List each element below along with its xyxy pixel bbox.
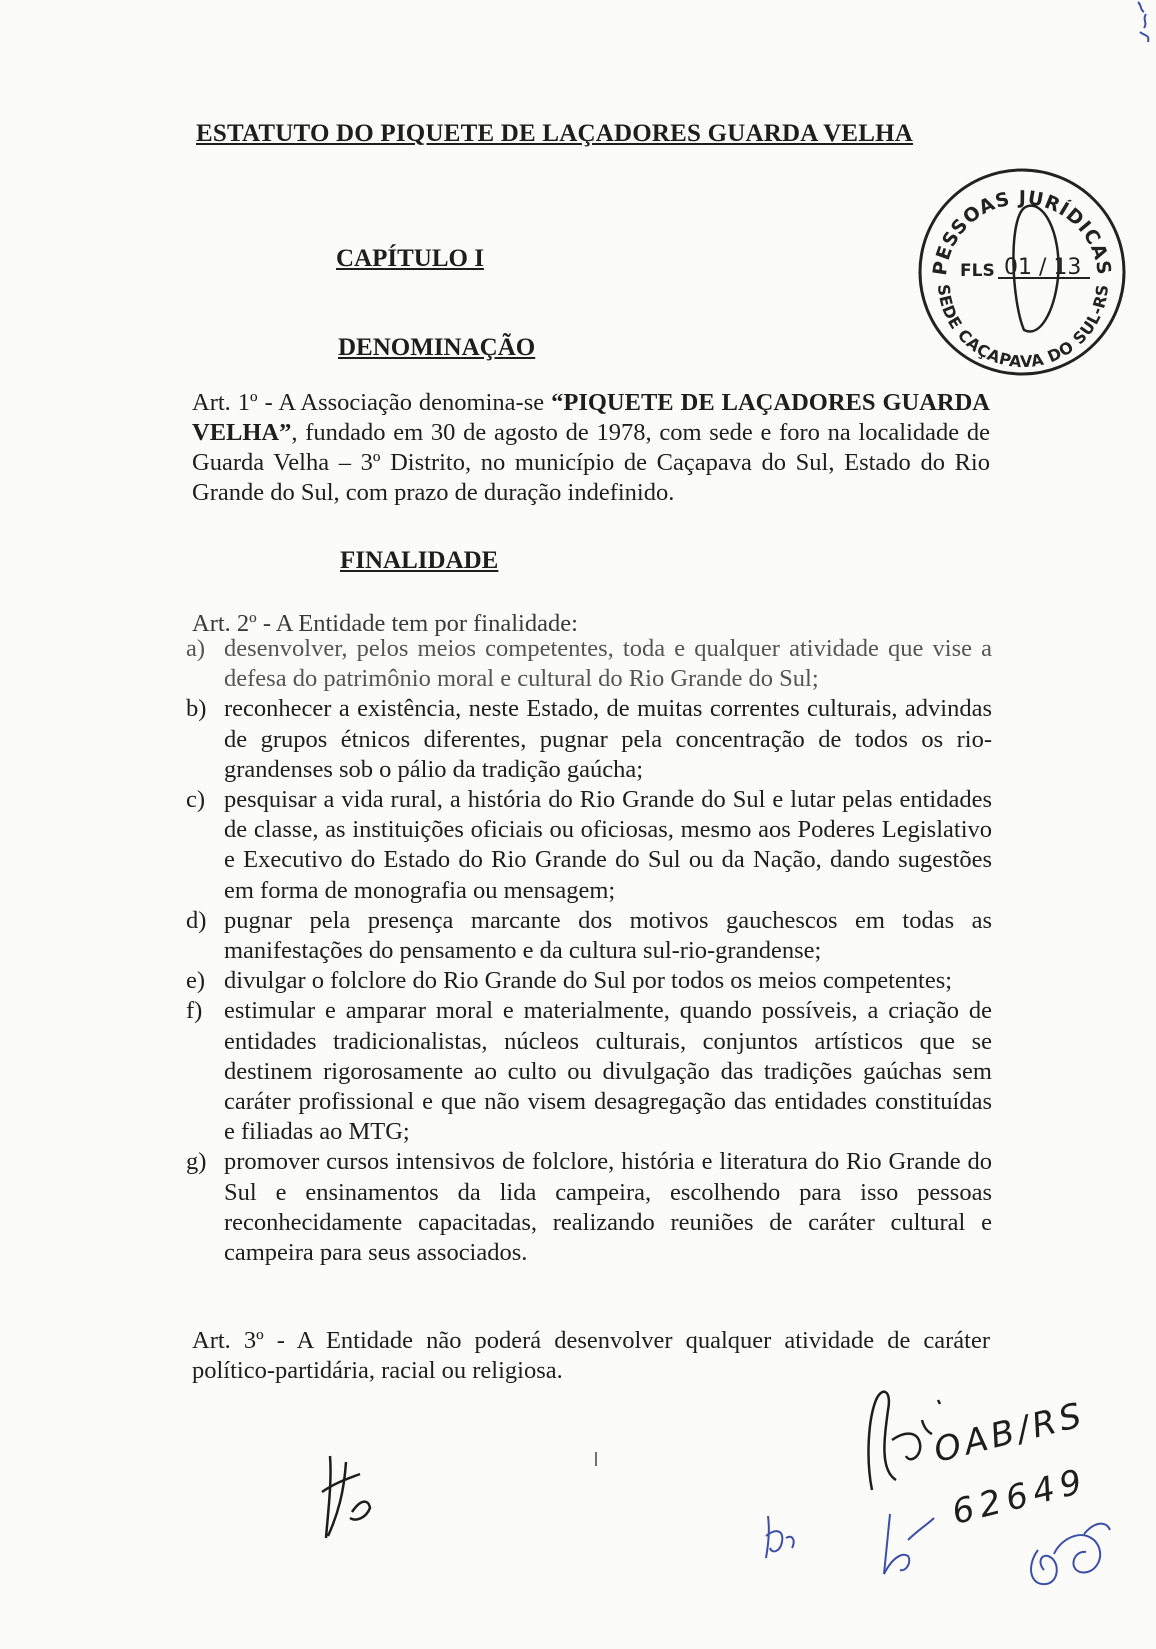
item-letter: f): [186, 997, 203, 1025]
item-letter: g): [186, 1148, 207, 1176]
blue-rubric-medium: [878, 1510, 938, 1585]
initials-signature-left: [316, 1452, 376, 1547]
item-text: pesquisar a vida rural, a história do Rio Grande do Sul e lutar pelas entidades de classe, as instituições oficiais ou oficiosas, mesmo aos Poderes Legislativo e Executivo do Estado do Rio Grande do Sul ou da Nação, dando sugestões em forma de monografia ou mensagem;: [224, 786, 992, 904]
item-text: divulgar o folclore do Rio Grande do Sul por todos os meios competentes;: [224, 967, 953, 995]
chapter-heading: CAPÍTULO I: [336, 245, 484, 272]
item-letter: a): [186, 635, 206, 662]
item-text: estimular e amparar moral e materialmente, quando possíveis, a criação de entidades tradicionalistas, núcleos culturais, conjuntos artísticos que se destinem rigorosamente ao culto ou divulgação das tradições gaúchas sem caráter profissional e que não visem desagregação das entidades constituídas e filiadas ao MTG;: [224, 997, 992, 1146]
art1-rest: , fundado em 30 de agosto de 1978, com sede e foro na localidade de Guarda Velha – 3º Distrito, no município de Caçapava do Sul, Estado do Rio Grande do Sul, com prazo de duração indefinido.: [192, 419, 990, 506]
list-item: [186, 906, 992, 966]
item-letter: e): [186, 967, 206, 995]
item-text: promover cursos intensivos de folclore, história e literatura do Rio Grande do Sul e ensinamentos da lida campeira, escolhendo para isso pessoas reconhecidamente capacitadas, realizando reuniões de caráter cultural e campeira para seus associados.: [224, 1148, 992, 1267]
blue-rubric-small: [762, 1512, 802, 1567]
stray-mark: [594, 1452, 598, 1473]
registry-stamp: [912, 162, 1130, 380]
stamp-fls-label: FLS: [960, 261, 995, 281]
stamp-top-text: PESSOAS JURÍDICAS: [928, 186, 1116, 277]
association-name: “PIQUETE DE LAÇADORES GUARDA VELHA”: [192, 389, 990, 446]
corner-pen-mark: [1128, 0, 1156, 46]
item-letter: b): [186, 695, 207, 723]
list-item: [186, 966, 992, 996]
oab-label: OAB/RS: [930, 1394, 1090, 1471]
list-item: [186, 694, 992, 785]
list-item: [186, 785, 992, 906]
oab-number: 62649: [948, 1460, 1092, 1533]
item-text: pugnar pela presença marcante dos motivos gauchescos em todas as manifestações do pensamento e da cultura sul-rio-grandense;: [224, 906, 992, 965]
item-letter: c): [186, 786, 206, 814]
finalidade-list: [186, 634, 992, 1268]
list-item: [186, 1147, 992, 1268]
item-text: reconhecer a existência, neste Estado, de muitas correntes culturais, advindas de grupos étnicos diferentes, pugnar pela concentração de todos os rio-grandenses sob o pálio da tradição gaúcha;: [224, 695, 992, 783]
article-2-intro: Art. 2º - A Entidade tem por finalidade:: [192, 610, 578, 637]
section-heading-denominacao: DENOMINAÇÃO: [338, 334, 536, 361]
stamp-fls-value: 01 / 13: [1004, 255, 1082, 280]
article-3: Art. 3º - A Entidade não poderá desenvolver qualquer atividade de caráter político-partidária, racial ou religiosa.: [192, 1327, 990, 1384]
item-letter: d): [186, 906, 207, 934]
document-title: ESTATUTO DO PIQUETE DE LAÇADORES GUARDA VELHA: [196, 120, 914, 147]
stamp-bottom-text: SEDE CAÇAPAVA DO SUL-RS: [933, 283, 1113, 372]
item-text: desenvolver, pelos meios competentes, toda e qualquer atividade que vise a defesa do patrimônio moral e cultural do Rio Grande do Sul;: [224, 635, 992, 693]
list-item: [186, 634, 992, 694]
list-item: [186, 996, 992, 1147]
section-heading-finalidade: FINALIDADE: [340, 547, 499, 574]
art1-prefix: Art. 1º - A Associação denomina-se: [192, 389, 552, 416]
article-1: [192, 388, 990, 508]
blue-rubric-loops: [1024, 1510, 1114, 1595]
